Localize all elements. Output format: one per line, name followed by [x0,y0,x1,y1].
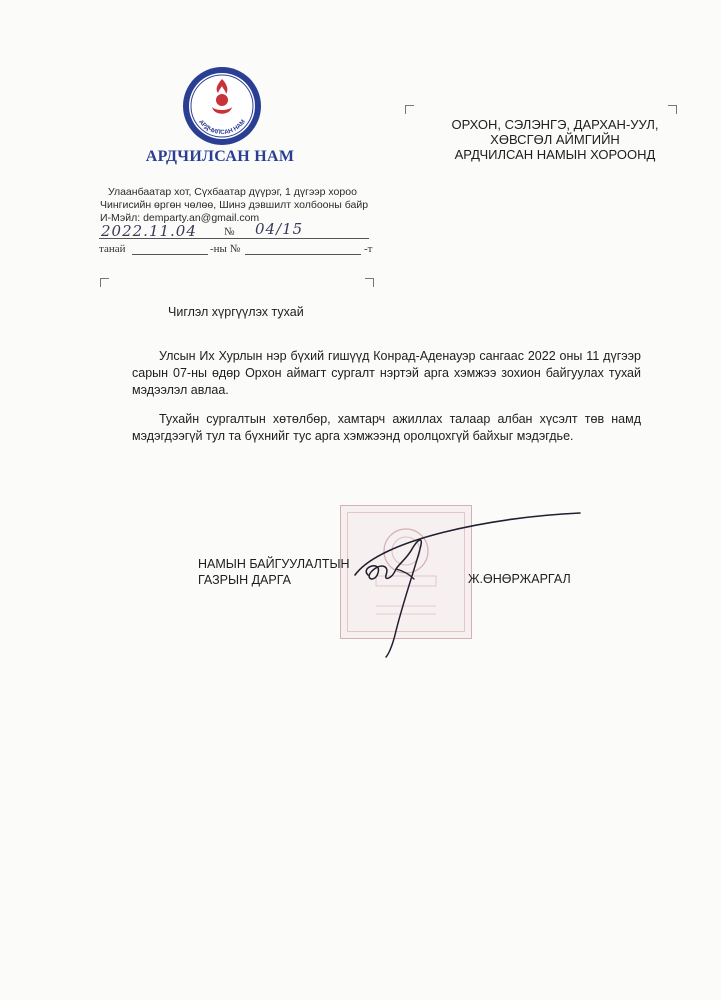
body-paragraph-1: Улсын Их Хурлын нэр бүхий гишүүд Конрад-Аденауэр сангаас 2022 оны 11 дүгээр сарын 07-ны өдөр Орхон аймагт сургалт нэртэй арга хэмжээ зохион байгуулах тухай мэдээлэл авлаа. [132,349,641,397]
letter-body [132,348,641,457]
number-symbol: № [224,226,235,238]
corner-mark [100,278,109,287]
ny-label: -ны № [210,243,241,255]
reference-blank-1 [132,243,208,255]
signatory-title [198,556,350,588]
corner-mark [668,105,677,114]
corner-mark [365,278,374,287]
recipient-line-2: ХӨВСГӨЛ АЙМГИЙН [490,132,620,147]
signatory-title-line-2: ГАЗРЫН ДАРГА [198,573,291,587]
handwritten-date: 2022.11.04 [101,222,197,240]
logo-text: АРДЧИЛСАН НАМ [197,118,247,137]
address-line-2: Чингисийн өргөн чөлөө, Шинэ дэвшилт холбооны байр [100,199,369,211]
corner-mark [405,105,414,114]
letter-subject: Чиглэл хүргүүлэх тухай [168,305,304,319]
date-number-line [99,222,369,240]
signatory-title-line-1: НАМЫН БАЙГУУЛАЛТЫН [198,557,350,571]
reference-blank-2 [245,243,361,255]
t-suffix: -т [364,243,373,255]
tanai-label: танай [99,243,126,255]
recipient-line-3: АРДЧИЛСАН НАМЫН ХОРООНД [454,147,656,162]
party-logo-icon [181,65,263,147]
date-rule [99,238,369,239]
signatory-name: Ж.ӨНӨРЖАРГАЛ [468,572,571,586]
address-line-1: Улаанбаатар хот, Сүхбаатар дүүрэг, 1 дүгээр хороо [108,186,357,198]
org-name: АРДЧИЛСАН НАМ [145,148,295,165]
email-line: И-Мэйл: demparty.an@gmail.com [100,212,260,224]
body-paragraph-2: Тухайн сургалтын хөтөлбөр, хамтарч ажиллах талаар албан хүсэлт төв намд мэдэгдээгүй тул та бүхнийг тус арга хэмжээнд оролцохгүй байхыг мэдэгдье. [132,412,641,443]
recipient-line-1: ОРХОН, СЭЛЭНГЭ, ДАРХАН-УУЛ, [451,117,659,132]
sender-address [100,186,400,225]
handwritten-number: 04/15 [255,220,304,238]
recipient-block [410,117,700,162]
reference-line [99,243,374,259]
handwritten-signature-icon [340,505,590,665]
